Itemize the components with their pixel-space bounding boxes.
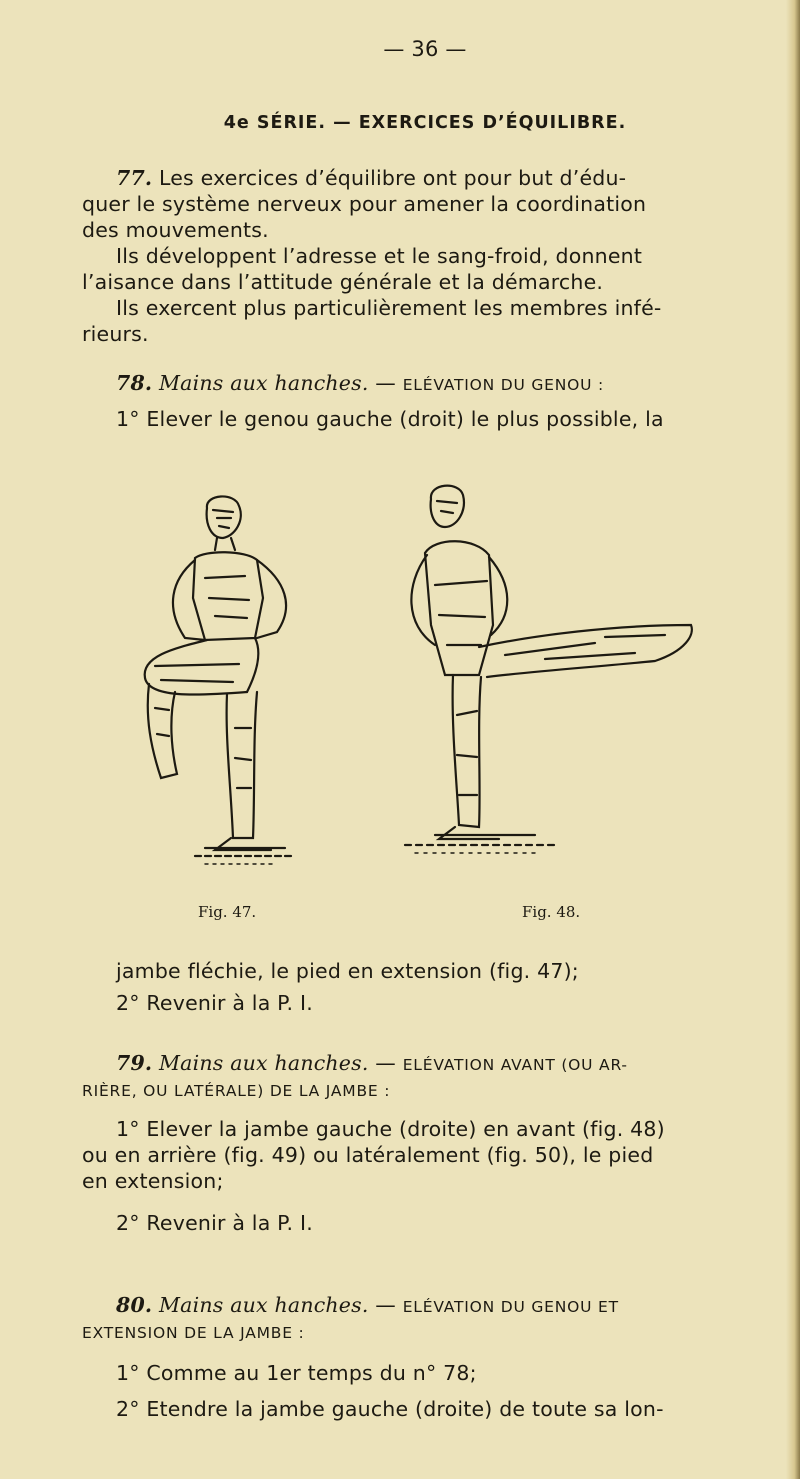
paragraph-78-continued <box>82 958 768 1016</box>
figure-48-illustration <box>395 475 705 865</box>
text-line: 1° Elever le genou gauche (droit) le plus possible, la <box>116 407 664 431</box>
text-line: ou en arrière (fig. 49) ou latéralement (fig. 50), le pied <box>82 1143 654 1167</box>
paragraph-number: 77. <box>116 166 153 190</box>
paragraph-79 <box>82 1050 768 1236</box>
paragraph-78 <box>82 370 768 432</box>
smallcaps-heading: EXTENSION DE LA JAMBE : <box>82 1324 305 1342</box>
text-line: l’aisance dans l’attitude générale et la démarche. <box>82 270 604 294</box>
paragraph-77 <box>82 165 768 347</box>
text-line: Ils développent l’adresse et le sang-froid, donnent <box>116 244 643 268</box>
paragraph-number: 78. <box>116 371 153 395</box>
paragraph-80 <box>82 1292 768 1422</box>
section-title: 4e SÉRIE. — EXERCICES D’ÉQUILIBRE. <box>223 113 627 133</box>
text-line: 2° Etendre la jambe gauche (droite) de toute sa lon- <box>116 1397 664 1421</box>
text-line: quer le système nerveux pour amener la coordination <box>82 192 647 216</box>
text-line: rieurs. <box>82 322 149 346</box>
text-line: 1° Elever la jambe gauche (droite) en avant (fig. 48) <box>116 1117 665 1141</box>
figure-48-caption: Fig. 48. <box>522 903 581 921</box>
text-line: 1° Comme au 1er temps du n° 78; <box>116 1361 477 1385</box>
smallcaps-heading: ELÉVATION AVANT (OU AR- <box>402 1056 628 1074</box>
dash: — <box>368 1051 403 1075</box>
italic-heading: Mains aux hanches. <box>158 1293 369 1317</box>
text-line: jambe fléchie, le pied en extension (fig. 47); <box>116 959 579 983</box>
page-number: — 36 — <box>383 37 467 61</box>
text-line: en extension; <box>82 1169 224 1193</box>
italic-heading: Mains aux hanches. <box>158 371 369 395</box>
text-line: 2° Revenir à la P. I. <box>116 991 313 1015</box>
figure-47-illustration <box>135 488 315 878</box>
paragraph-number: 79. <box>116 1051 153 1075</box>
smallcaps-heading: ELÉVATION DU GENOU : <box>402 376 605 394</box>
figure-47-caption: Fig. 47. <box>198 903 257 921</box>
dash: — <box>368 371 403 395</box>
dash: — <box>368 1293 403 1317</box>
smallcaps-heading: ELÉVATION DU GENOU ET <box>402 1298 619 1316</box>
paragraph-number: 80. <box>116 1293 153 1317</box>
text-line: Les exercices d’équilibre ont pour but d’édu- <box>158 166 627 190</box>
smallcaps-heading: RIÈRE, OU LATÉRALE) DE LA JAMBE : <box>82 1082 391 1100</box>
text-line: Ils exercent plus particulièrement les membres infé- <box>116 296 662 320</box>
text-line: 2° Revenir à la P. I. <box>116 1211 313 1235</box>
page-edge-shadow <box>786 0 800 1479</box>
italic-heading: Mains aux hanches. <box>158 1051 369 1075</box>
text-line: des mouvements. <box>82 218 269 242</box>
